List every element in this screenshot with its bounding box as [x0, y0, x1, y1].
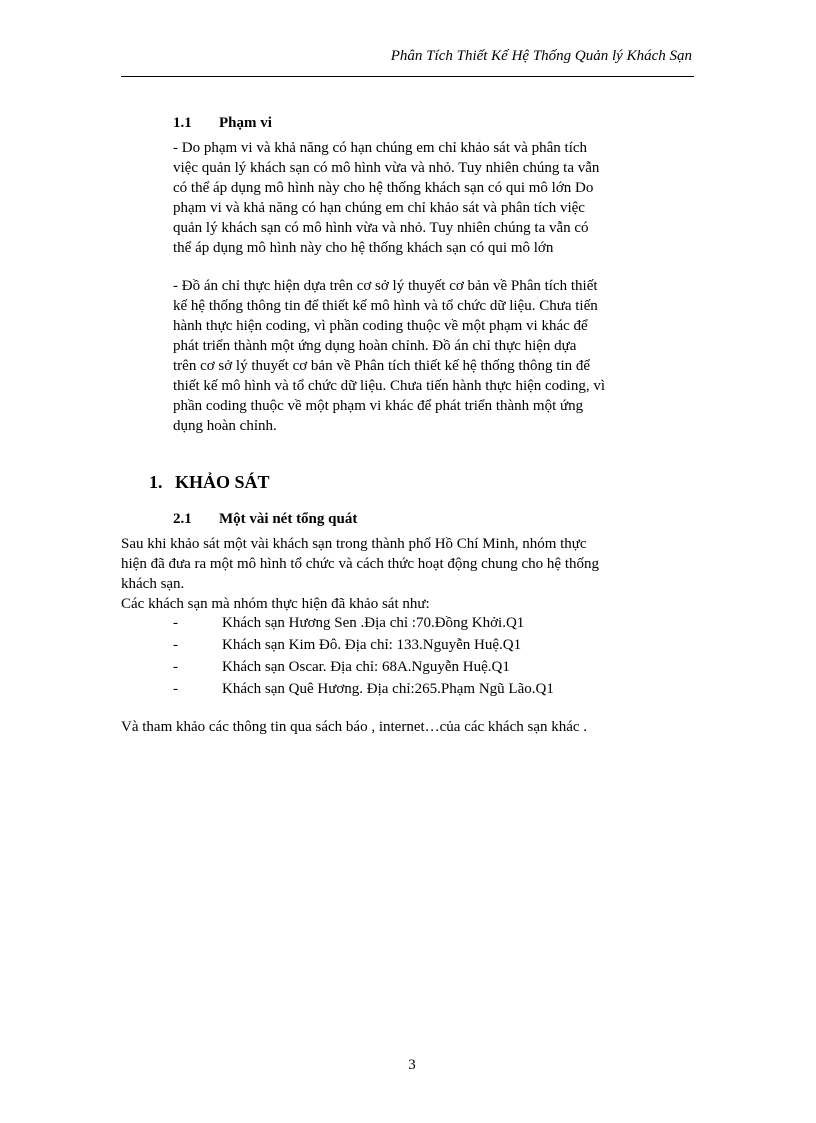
text-line: phạm vi và khả năng có hạn chúng em chỉ khảo sát và phân tích việc	[173, 200, 585, 216]
hotel-entry: Khách sạn Kim Đô. Địa chỉ: 133.Nguyễn Huệ.Q1	[222, 637, 522, 653]
text-line: trên cơ sở lý thuyết cơ bản về Phân tích thiết kế hệ thống thông tin để	[173, 358, 591, 374]
hotel-entry: Khách sạn Oscar. Địa chỉ: 68A.Nguyễn Huệ.Q1	[222, 659, 510, 675]
list-dash: -	[173, 615, 178, 631]
hotel-entry: Khách sạn Quê Hương. Địa chỉ:265.Phạm Ngũ Lão.Q1	[222, 681, 554, 697]
text-line: kế hệ thống thông tin để thiết kế mô hình và tổ chức dữ liệu. Chưa tiến	[173, 298, 598, 314]
list-item	[173, 656, 554, 678]
list-dash: -	[173, 681, 178, 697]
text-line: Sau khi khảo sát một vài khách sạn trong thành phố Hồ Chí Minh, nhóm thực	[121, 536, 587, 552]
list-dash: -	[173, 637, 178, 653]
text-line: - Đồ án chỉ thực hiện dựa trên cơ sở lý thuyết cơ bản về Phân tích thiết	[173, 278, 598, 294]
section-1-title: KHẢO SÁT	[175, 472, 270, 492]
section-2-1-heading	[173, 511, 357, 528]
text-line: việc quản lý khách sạn có mô hình vừa và nhỏ. Tuy nhiên chúng ta vẫn	[173, 160, 600, 176]
text-line: quản lý khách sạn có mô hình vừa và nhỏ. Tuy nhiên chúng ta vẫn có	[173, 220, 589, 236]
text-line: - Do phạm vi và khả năng có hạn chúng em chỉ khảo sát và phân tích	[173, 140, 588, 156]
text-line: phát triển thành một ứng dụng hoàn chỉnh. Đồ án chỉ thực hiện dựa	[173, 338, 577, 354]
hotel-entry: Khách sạn Hương Sen .Địa chỉ :70.Đồng Khởi.Q1	[222, 615, 525, 631]
text-line: hành thực hiện coding, vì phần coding thuộc về một phạm vi khác để	[173, 318, 588, 334]
scope-paragraph-2	[173, 276, 605, 436]
text-line: Các khách sạn mà nhóm thực hiện đã khảo sát như:	[121, 596, 430, 612]
section-1-1-heading	[173, 115, 272, 132]
header-rule	[121, 76, 694, 77]
list-item	[173, 612, 554, 634]
section-2-1-title: Một vài nét tổng quát	[219, 511, 358, 527]
text-line: có thể áp dụng mô hình này cho hệ thống khách sạn có qui mô lớn Do	[173, 180, 594, 196]
section-1-1-title: Phạm vi	[219, 115, 272, 131]
text-line: thiết kế mô hình và tổ chức dữ liệu. Chưa tiến hành thực hiện coding, vì	[173, 378, 606, 394]
survey-closing-line: Và tham khảo các thông tin qua sách báo , internet…của các khách sạn khác .	[121, 719, 588, 735]
survey-intro-paragraph	[121, 534, 599, 614]
list-item	[173, 678, 554, 700]
text-line: thể áp dụng mô hình này cho hệ thống khách sạn có qui mô lớn	[173, 240, 554, 256]
section-1-number: 1.	[149, 472, 163, 492]
page-header: Phân Tích Thiết Kế Hệ Thống Quản lý Khách Sạn	[390, 48, 692, 64]
text-line: phần coding thuộc về một phạm vi khác để phát triển thành một ứng	[173, 398, 584, 414]
list-item	[173, 634, 554, 656]
text-line: khách sạn.	[121, 576, 185, 592]
page-number: 3	[408, 1057, 416, 1073]
text-line: hiện đã đưa ra một mô hình tổ chức và cách thức hoạt động chung cho hệ thống	[121, 556, 600, 572]
section-2-1-number: 2.1	[173, 511, 192, 527]
list-dash: -	[173, 659, 178, 675]
section-1-heading	[149, 472, 270, 493]
text-line: dụng hoàn chỉnh.	[173, 418, 277, 434]
scope-paragraph-1	[173, 138, 599, 258]
section-1-1-number: 1.1	[173, 115, 192, 131]
hotel-list	[173, 612, 554, 700]
